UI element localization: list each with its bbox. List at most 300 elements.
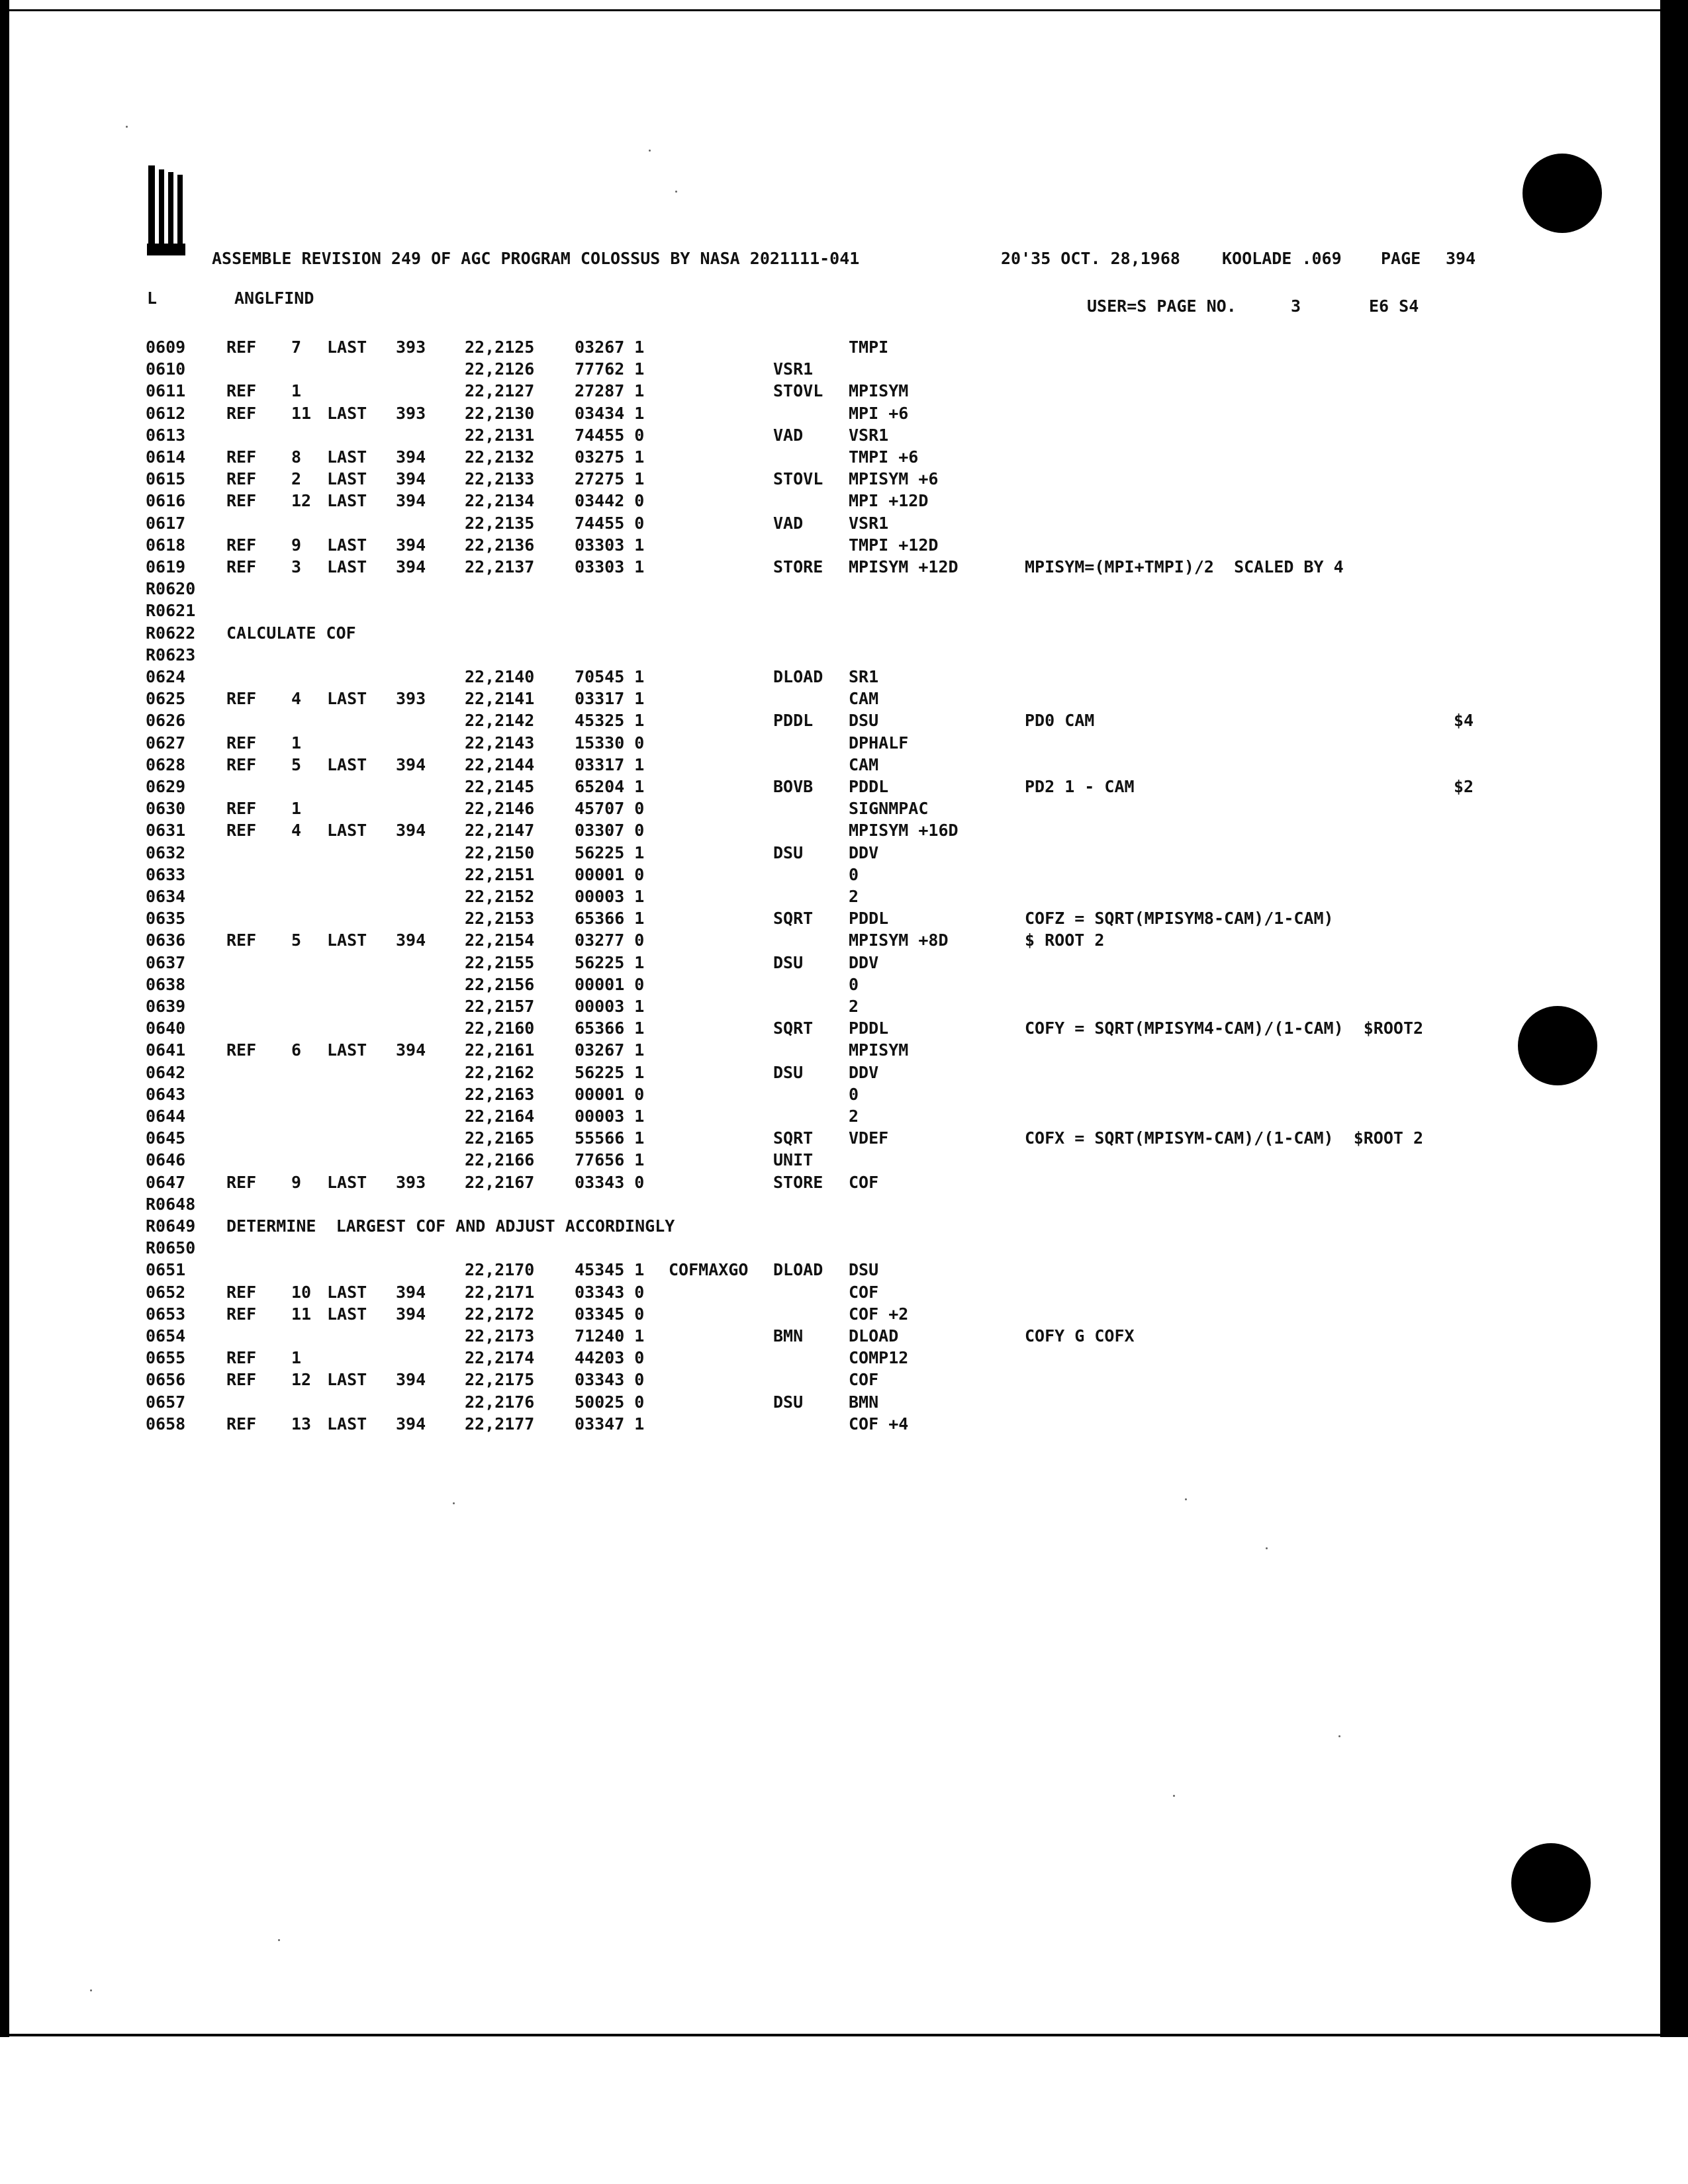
operand: MPISYM +12D	[849, 557, 959, 576]
last-number: 393	[396, 338, 426, 357]
line-number: 0616	[146, 491, 186, 510]
last-number: 394	[396, 1040, 426, 1060]
ref-label: REF	[226, 755, 257, 774]
line-number: 0619	[146, 557, 186, 576]
address: 22,2163	[465, 1085, 535, 1104]
header-datetime: 20'35 OCT. 28,1968	[1001, 249, 1180, 268]
last-label: LAST	[327, 557, 367, 576]
last-number: 394	[396, 755, 426, 774]
ref-label: CALCULATE COF	[226, 623, 356, 643]
operand: BMN	[849, 1392, 879, 1412]
ref-number: 12	[291, 491, 312, 510]
last-label: LAST	[327, 755, 367, 774]
ref-number: 1	[291, 1348, 302, 1367]
address: 22,2171	[465, 1283, 535, 1302]
octal-code: 03317 1	[575, 689, 645, 708]
user-page-number: 3	[1291, 296, 1301, 316]
octal-code: 27287 1	[575, 381, 645, 400]
ref-label: REF	[226, 491, 257, 510]
octal-code: 03303 1	[575, 535, 645, 555]
ref-number: 7	[291, 338, 302, 357]
last-label: LAST	[327, 931, 367, 950]
operand: MPISYM +16D	[849, 821, 959, 840]
address: 22,2162	[465, 1063, 535, 1082]
last-number: 394	[396, 535, 426, 555]
octal-code: 03434 1	[575, 404, 645, 423]
header-title: ASSEMBLE REVISION 249 OF AGC PROGRAM COLOSSUS BY NASA 2021111-041	[212, 249, 860, 268]
line-number: 0618	[146, 535, 186, 555]
ref-label: REF	[226, 1370, 257, 1389]
ref-label: REF	[226, 799, 257, 818]
last-label: LAST	[327, 1040, 367, 1060]
last-number: 393	[396, 689, 426, 708]
address: 22,2144	[465, 755, 535, 774]
ref-label: REF	[226, 381, 257, 400]
line-number: R0649	[146, 1216, 196, 1236]
line-number: 0627	[146, 733, 186, 752]
scan-speck	[1266, 1547, 1268, 1549]
opcode: VSR1	[773, 359, 814, 379]
operand: MPISYM	[849, 1040, 909, 1060]
last-label: LAST	[327, 1304, 367, 1324]
last-label: LAST	[327, 535, 367, 555]
octal-code: 45345 1	[575, 1260, 645, 1279]
address: 22,2136	[465, 535, 535, 555]
ref-label: REF	[226, 338, 257, 357]
line-number: 0646	[146, 1150, 186, 1169]
address: 22,2133	[465, 469, 535, 488]
line-number: 0640	[146, 1019, 186, 1038]
line-number: 0654	[146, 1326, 186, 1345]
operand: TMPI	[849, 338, 889, 357]
opcode: DSU	[773, 953, 804, 972]
octal-code: 03343 0	[575, 1370, 645, 1389]
operand: SR1	[849, 667, 879, 686]
ref-label: REF	[226, 689, 257, 708]
last-label: LAST	[327, 821, 367, 840]
operand: DSU	[849, 1260, 879, 1279]
octal-code: 03343 0	[575, 1283, 645, 1302]
line-number: 0630	[146, 799, 186, 818]
scan-speck	[1338, 1735, 1340, 1737]
operand: TMPI +12D	[849, 535, 939, 555]
line-number: 0633	[146, 865, 186, 884]
octal-code: 00001 0	[575, 975, 645, 994]
punch-hole-middle	[1518, 1006, 1597, 1085]
ref-label: REF	[226, 469, 257, 488]
comment: COFY G COFX	[1025, 1326, 1135, 1345]
ref-number: 11	[291, 404, 312, 423]
octal-code: 03277 0	[575, 931, 645, 950]
last-number: 394	[396, 447, 426, 467]
operand: 0	[849, 975, 859, 994]
operand: COF	[849, 1283, 879, 1302]
comment: COFZ = SQRT(MPISYM8-CAM)/1-CAM)	[1025, 909, 1334, 928]
operand: DDV	[849, 1063, 879, 1082]
last-number: 394	[396, 931, 426, 950]
operand: TMPI +6	[849, 447, 919, 467]
line-number: 0636	[146, 931, 186, 950]
line-number: 0614	[146, 447, 186, 467]
opcode: SQRT	[773, 909, 814, 928]
octal-code: 74455 0	[575, 426, 645, 445]
ref-number: 5	[291, 755, 302, 774]
address: 22,2137	[465, 557, 535, 576]
address: 22,2134	[465, 491, 535, 510]
opcode: SQRT	[773, 1019, 814, 1038]
last-label: LAST	[327, 338, 367, 357]
line-number: 0641	[146, 1040, 186, 1060]
line-number: 0657	[146, 1392, 186, 1412]
address: 22,2170	[465, 1260, 535, 1279]
octal-code: 03442 0	[575, 491, 645, 510]
octal-code: 55566 1	[575, 1128, 645, 1148]
line-number: R0623	[146, 645, 196, 664]
line-number: 0637	[146, 953, 186, 972]
address: 22,2175	[465, 1370, 535, 1389]
operand: DLOAD	[849, 1326, 899, 1345]
last-label: LAST	[327, 491, 367, 510]
last-number: 394	[396, 469, 426, 488]
ref-number: 10	[291, 1283, 312, 1302]
opcode: STOVL	[773, 381, 823, 400]
ref-number: 2	[291, 469, 302, 488]
octal-code: 03267 1	[575, 338, 645, 357]
statement-label: COFMAXGO	[669, 1260, 749, 1279]
operand: CAM	[849, 755, 879, 774]
operand: COF +2	[849, 1304, 909, 1324]
opcode: UNIT	[773, 1150, 814, 1169]
last-label: LAST	[327, 1370, 367, 1389]
line-number: 0610	[146, 359, 186, 379]
address: 22,2165	[465, 1128, 535, 1148]
last-label: LAST	[327, 1173, 367, 1192]
comment: $ ROOT 2	[1025, 931, 1105, 950]
last-number: 393	[396, 1173, 426, 1192]
scan-border-top	[9, 9, 1660, 11]
opcode: STORE	[773, 557, 823, 576]
octal-code: 77656 1	[575, 1150, 645, 1169]
line-number: 0632	[146, 843, 186, 862]
address: 22,2135	[465, 514, 535, 533]
octal-code: 03275 1	[575, 447, 645, 467]
address: 22,2130	[465, 404, 535, 423]
ref-label: REF	[226, 535, 257, 555]
punch-hole-bottom	[1511, 1843, 1591, 1923]
line-number: 0655	[146, 1348, 186, 1367]
printer-logo-icon	[144, 165, 191, 263]
line-number: R0648	[146, 1195, 196, 1214]
ref-number: 9	[291, 535, 302, 555]
octal-code: 77762 1	[575, 359, 645, 379]
address: 22,2160	[465, 1019, 535, 1038]
operand: DDV	[849, 953, 879, 972]
address: 22,2146	[465, 799, 535, 818]
line-number: 0644	[146, 1107, 186, 1126]
line-number: 0609	[146, 338, 186, 357]
operand: COF +4	[849, 1414, 909, 1433]
address: 22,2147	[465, 821, 535, 840]
line-number: 0612	[146, 404, 186, 423]
ref-label: REF	[226, 1348, 257, 1367]
line-number: 0628	[146, 755, 186, 774]
operand: MPISYM	[849, 381, 909, 400]
ref-label: REF	[226, 931, 257, 950]
octal-code: 00001 0	[575, 865, 645, 884]
operand: MPI +12D	[849, 491, 929, 510]
ref-number: 12	[291, 1370, 312, 1389]
octal-code: 03347 1	[575, 1414, 645, 1433]
address: 22,2176	[465, 1392, 535, 1412]
address: 22,2161	[465, 1040, 535, 1060]
operand: COF	[849, 1173, 879, 1192]
ref-label: REF	[226, 1040, 257, 1060]
last-number: 394	[396, 821, 426, 840]
line-number: 0629	[146, 777, 186, 796]
address: 22,2177	[465, 1414, 535, 1433]
octal-code: 45707 0	[575, 799, 645, 818]
operand: COF	[849, 1370, 879, 1389]
address: 22,2145	[465, 777, 535, 796]
operand: MPI +6	[849, 404, 909, 423]
line-number: 0634	[146, 887, 186, 906]
last-label: LAST	[327, 1283, 367, 1302]
ref-number: 4	[291, 689, 302, 708]
scan-border-bottom	[9, 2034, 1660, 2036]
octal-code: 65366 1	[575, 1019, 645, 1038]
operand: VDEF	[849, 1128, 889, 1148]
line-number: 0658	[146, 1414, 186, 1433]
operand: DSU	[849, 711, 879, 730]
last-label: LAST	[327, 1414, 367, 1433]
scan-speck	[90, 1989, 92, 1991]
comment: PD2 1 - CAM	[1025, 777, 1135, 796]
octal-code: 03343 0	[575, 1173, 645, 1192]
line-number: 0631	[146, 821, 186, 840]
ref-number: 3	[291, 557, 302, 576]
operand: CAM	[849, 689, 879, 708]
line-number: 0642	[146, 1063, 186, 1082]
opcode: DLOAD	[773, 1260, 823, 1279]
line-number: 0625	[146, 689, 186, 708]
opcode: STORE	[773, 1173, 823, 1192]
operand: DDV	[849, 843, 879, 862]
last-number: 393	[396, 404, 426, 423]
operand: 2	[849, 997, 859, 1016]
opcode: DSU	[773, 843, 804, 862]
last-number: 394	[396, 557, 426, 576]
line-number: 0643	[146, 1085, 186, 1104]
line-number: 0624	[146, 667, 186, 686]
user-page-label: USER=S PAGE NO.	[1087, 296, 1237, 316]
line-number: R0650	[146, 1238, 196, 1257]
octal-code: 00003 1	[575, 887, 645, 906]
address: 22,2155	[465, 953, 535, 972]
user-page-extra: E6 S4	[1369, 296, 1419, 316]
scan-speck	[278, 1939, 280, 1941]
octal-code: 74455 0	[575, 514, 645, 533]
operand: VSR1	[849, 514, 889, 533]
operand: PDDL	[849, 1019, 889, 1038]
last-label: LAST	[327, 404, 367, 423]
last-number: 394	[396, 1283, 426, 1302]
octal-code: 65204 1	[575, 777, 645, 796]
address: 22,2132	[465, 447, 535, 467]
octal-code: 70545 1	[575, 667, 645, 686]
line-number: R0622	[146, 623, 196, 643]
address: 22,2125	[465, 338, 535, 357]
scan-speck	[675, 191, 677, 193]
scan-speck	[1173, 1795, 1175, 1797]
comment: MPISYM=(MPI+TMPI)/2 SCALED BY 4	[1025, 557, 1344, 576]
line-number: 0647	[146, 1173, 186, 1192]
opcode: BOVB	[773, 777, 814, 796]
octal-code: 15330 0	[575, 733, 645, 752]
octal-code: 65366 1	[575, 909, 645, 928]
line-number: 0613	[146, 426, 186, 445]
comment: COFX = SQRT(MPISYM-CAM)/(1-CAM) $ROOT 2	[1025, 1128, 1424, 1148]
opcode: SQRT	[773, 1128, 814, 1148]
ref-number: 5	[291, 931, 302, 950]
octal-code: 56225 1	[575, 1063, 645, 1082]
address: 22,2173	[465, 1326, 535, 1345]
operand: SIGNMPAC	[849, 799, 929, 818]
opcode: PDDL	[773, 711, 814, 730]
margin-mark: $4	[1454, 711, 1474, 730]
octal-code: 44203 0	[575, 1348, 645, 1367]
line-number: 0653	[146, 1304, 186, 1324]
address: 22,2154	[465, 931, 535, 950]
address: 22,2127	[465, 381, 535, 400]
operand: MPISYM +6	[849, 469, 939, 488]
ref-label: REF	[226, 821, 257, 840]
line-number: 0626	[146, 711, 186, 730]
address: 22,2143	[465, 733, 535, 752]
operand: MPISYM +8D	[849, 931, 949, 950]
ref-number: 6	[291, 1040, 302, 1060]
octal-code: 00001 0	[575, 1085, 645, 1104]
address: 22,2126	[465, 359, 535, 379]
scan-speck	[649, 150, 651, 152]
address: 22,2167	[465, 1173, 535, 1192]
address: 22,2142	[465, 711, 535, 730]
octal-code: 50025 0	[575, 1392, 645, 1412]
last-label: LAST	[327, 689, 367, 708]
operand: DPHALF	[849, 733, 909, 752]
subheader-code: L	[147, 289, 158, 308]
scan-speck	[126, 126, 128, 128]
ref-number: 8	[291, 447, 302, 467]
operand: PDDL	[849, 777, 889, 796]
ref-label: REF	[226, 1173, 257, 1192]
ref-number: 4	[291, 821, 302, 840]
opcode: DLOAD	[773, 667, 823, 686]
octal-code: 00003 1	[575, 1107, 645, 1126]
line-number: 0638	[146, 975, 186, 994]
comment: PD0 CAM	[1025, 711, 1095, 730]
operand: 0	[849, 865, 859, 884]
address: 22,2131	[465, 426, 535, 445]
opcode: VAD	[773, 426, 804, 445]
scan-border-right	[1660, 0, 1688, 2037]
octal-code: 27275 1	[575, 469, 645, 488]
ref-label: DETERMINE LARGEST COF AND ADJUST ACCORDINGLY	[226, 1216, 675, 1236]
last-number: 394	[396, 1370, 426, 1389]
opcode: VAD	[773, 514, 804, 533]
address: 22,2174	[465, 1348, 535, 1367]
comment: COFY = SQRT(MPISYM4-CAM)/(1-CAM) $ROOT2	[1025, 1019, 1424, 1038]
last-label: LAST	[327, 447, 367, 467]
operand: 2	[849, 1107, 859, 1126]
line-number: 0635	[146, 909, 186, 928]
ref-number: 13	[291, 1414, 312, 1433]
line-number: 0652	[146, 1283, 186, 1302]
operand: 0	[849, 1085, 859, 1104]
margin-mark: $2	[1454, 777, 1474, 796]
octal-code: 03317 1	[575, 755, 645, 774]
line-number: 0651	[146, 1260, 186, 1279]
line-number: 0656	[146, 1370, 186, 1389]
line-number: 0615	[146, 469, 186, 488]
line-number: 0611	[146, 381, 186, 400]
octal-code: 71240 1	[575, 1326, 645, 1345]
scan-border-left	[0, 0, 9, 2037]
header-page-label: PAGE	[1381, 249, 1421, 268]
operand: 2	[849, 887, 859, 906]
octal-code: 03267 1	[575, 1040, 645, 1060]
last-number: 394	[396, 1414, 426, 1433]
ref-label: REF	[226, 1304, 257, 1324]
address: 22,2164	[465, 1107, 535, 1126]
octal-code: 03307 0	[575, 821, 645, 840]
punch-hole-top	[1523, 154, 1602, 233]
header-user: KOOLADE .069	[1222, 249, 1342, 268]
ref-label: REF	[226, 1414, 257, 1433]
line-number: R0620	[146, 579, 196, 598]
address: 22,2151	[465, 865, 535, 884]
address: 22,2153	[465, 909, 535, 928]
scan-speck	[1185, 1498, 1187, 1500]
operand: PDDL	[849, 909, 889, 928]
opcode: DSU	[773, 1063, 804, 1082]
ref-label: REF	[226, 404, 257, 423]
operand: COMP12	[849, 1348, 909, 1367]
scan-speck	[453, 1502, 455, 1504]
address: 22,2150	[465, 843, 535, 862]
octal-code: 00003 1	[575, 997, 645, 1016]
header-page-number: 394	[1446, 249, 1476, 268]
ref-number: 1	[291, 381, 302, 400]
line-number: 0617	[146, 514, 186, 533]
opcode: BMN	[773, 1326, 804, 1345]
ref-label: REF	[226, 1283, 257, 1302]
opcode: STOVL	[773, 469, 823, 488]
address: 22,2166	[465, 1150, 535, 1169]
ref-number: 1	[291, 733, 302, 752]
octal-code: 56225 1	[575, 843, 645, 862]
last-number: 394	[396, 1304, 426, 1324]
ref-number: 1	[291, 799, 302, 818]
last-number: 394	[396, 491, 426, 510]
section-name: ANGLFIND	[234, 289, 314, 308]
ref-number: 11	[291, 1304, 312, 1324]
address: 22,2141	[465, 689, 535, 708]
address: 22,2157	[465, 997, 535, 1016]
address: 22,2140	[465, 667, 535, 686]
octal-code: 03345 0	[575, 1304, 645, 1324]
line-number: 0645	[146, 1128, 186, 1148]
line-number: 0639	[146, 997, 186, 1016]
